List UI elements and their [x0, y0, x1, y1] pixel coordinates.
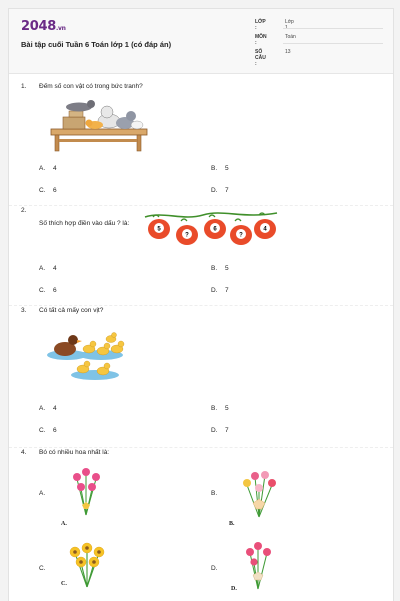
pumpkin-label: 5 — [157, 226, 161, 233]
meta-divider — [283, 43, 383, 44]
meta-grade-value: Lớp 1 — [285, 19, 294, 31]
logo-suffix: .vn — [55, 25, 66, 32]
option-value: 6 — [53, 187, 57, 194]
pumpkin-4 — [230, 225, 252, 245]
option-b[interactable] — [211, 405, 229, 412]
meta-subject-value: Toán — [285, 34, 296, 40]
option-letter: D. — [211, 565, 218, 572]
option-d[interactable] — [211, 287, 229, 294]
meta-subject-label: MÔN : — [255, 34, 267, 46]
option-letter: B. — [211, 405, 218, 412]
option-value: 7 — [225, 187, 229, 194]
ducks-in-pond-illustration — [45, 325, 129, 381]
question-divider — [9, 205, 393, 206]
bouquet-caption: C. — [61, 581, 67, 587]
option-d[interactable] — [211, 565, 225, 572]
option-value: 6 — [53, 427, 57, 434]
option-letter: C. — [39, 287, 46, 294]
pumpkin-sequence-illustration — [143, 209, 279, 249]
option-value: 4 — [53, 405, 57, 412]
option-value: 7 — [225, 287, 229, 294]
pumpkin-label: 6 — [213, 226, 217, 233]
question-number: 2. — [21, 207, 27, 214]
bouquet-caption: B. — [229, 521, 235, 527]
option-letter: B. — [211, 265, 218, 272]
option-letter: B. — [211, 490, 218, 497]
option-c[interactable] — [39, 427, 57, 434]
option-c[interactable] — [39, 287, 57, 294]
bouquet-a-illustration[interactable] — [69, 465, 103, 517]
pumpkin-5 — [254, 219, 276, 239]
pumpkin-3 — [204, 219, 226, 239]
option-a[interactable] — [39, 265, 57, 272]
bouquet-d-illustration[interactable] — [243, 539, 273, 591]
question-text: Bó có nhiều hoa nhất là: — [39, 449, 110, 456]
option-c[interactable] — [39, 565, 53, 572]
option-a[interactable] — [39, 490, 53, 497]
option-letter: D. — [211, 287, 218, 294]
option-letter: A. — [39, 165, 46, 172]
meta-count-label: SỐ CÂU : — [255, 49, 266, 67]
option-a[interactable] — [39, 405, 57, 412]
question-text: Có tất cả mấy con vịt? — [39, 307, 104, 314]
option-value: 4 — [53, 265, 57, 272]
option-letter: D. — [211, 187, 218, 194]
bouquet-b-illustration[interactable] — [241, 467, 277, 519]
option-value: 4 — [53, 165, 57, 172]
cats-on-bench-illustration — [49, 95, 149, 153]
option-value: 5 — [225, 265, 229, 272]
pumpkin-2 — [176, 225, 198, 245]
question-divider — [9, 305, 393, 306]
option-letter: C. — [39, 427, 46, 434]
pumpkin-label: ? — [185, 232, 189, 239]
option-letter: D. — [211, 427, 218, 434]
question-number: 4. — [21, 449, 27, 456]
option-d[interactable] — [211, 187, 229, 194]
pumpkin-label: ? — [239, 232, 243, 239]
option-letter: A. — [39, 265, 46, 272]
option-letter: A. — [39, 490, 46, 497]
worksheet-header — [9, 9, 393, 74]
option-b[interactable] — [211, 165, 229, 172]
option-letter: C. — [39, 565, 46, 572]
option-letter: B. — [211, 165, 218, 172]
option-value: 5 — [225, 165, 229, 172]
bouquet-caption: D. — [231, 586, 237, 592]
meta-divider — [283, 28, 383, 29]
option-c[interactable] — [39, 187, 57, 194]
page-title: Bài tập cuối Tuần 6 Toán lớp 1 (có đáp án) — [21, 40, 172, 49]
option-b[interactable] — [211, 265, 229, 272]
question-divider — [9, 447, 393, 448]
option-letter: C. — [39, 187, 46, 194]
pumpkin-1 — [148, 219, 170, 239]
question-number: 1. — [21, 83, 27, 90]
bouquet-c-illustration[interactable] — [67, 541, 107, 589]
option-value: 5 — [225, 405, 229, 412]
worksheet-page — [8, 8, 394, 601]
option-d[interactable] — [211, 427, 229, 434]
option-b[interactable] — [211, 490, 225, 497]
logo-text: 2048 — [21, 19, 56, 34]
meta-count-value: 13 — [285, 49, 291, 55]
option-letter: A. — [39, 405, 46, 412]
pumpkin-label: 4 — [263, 226, 267, 233]
question-text: Đếm số con vật có trong bức tranh? — [39, 83, 143, 90]
option-value: 6 — [53, 287, 57, 294]
question-text: Số thích hợp điền vào dấu ? là: — [39, 220, 130, 227]
bouquet-caption: A. — [61, 521, 67, 527]
site-logo[interactable] — [21, 19, 66, 34]
option-a[interactable] — [39, 165, 57, 172]
question-number: 3. — [21, 307, 27, 314]
meta-grade-label: LỚP : — [255, 19, 266, 31]
option-value: 7 — [225, 427, 229, 434]
